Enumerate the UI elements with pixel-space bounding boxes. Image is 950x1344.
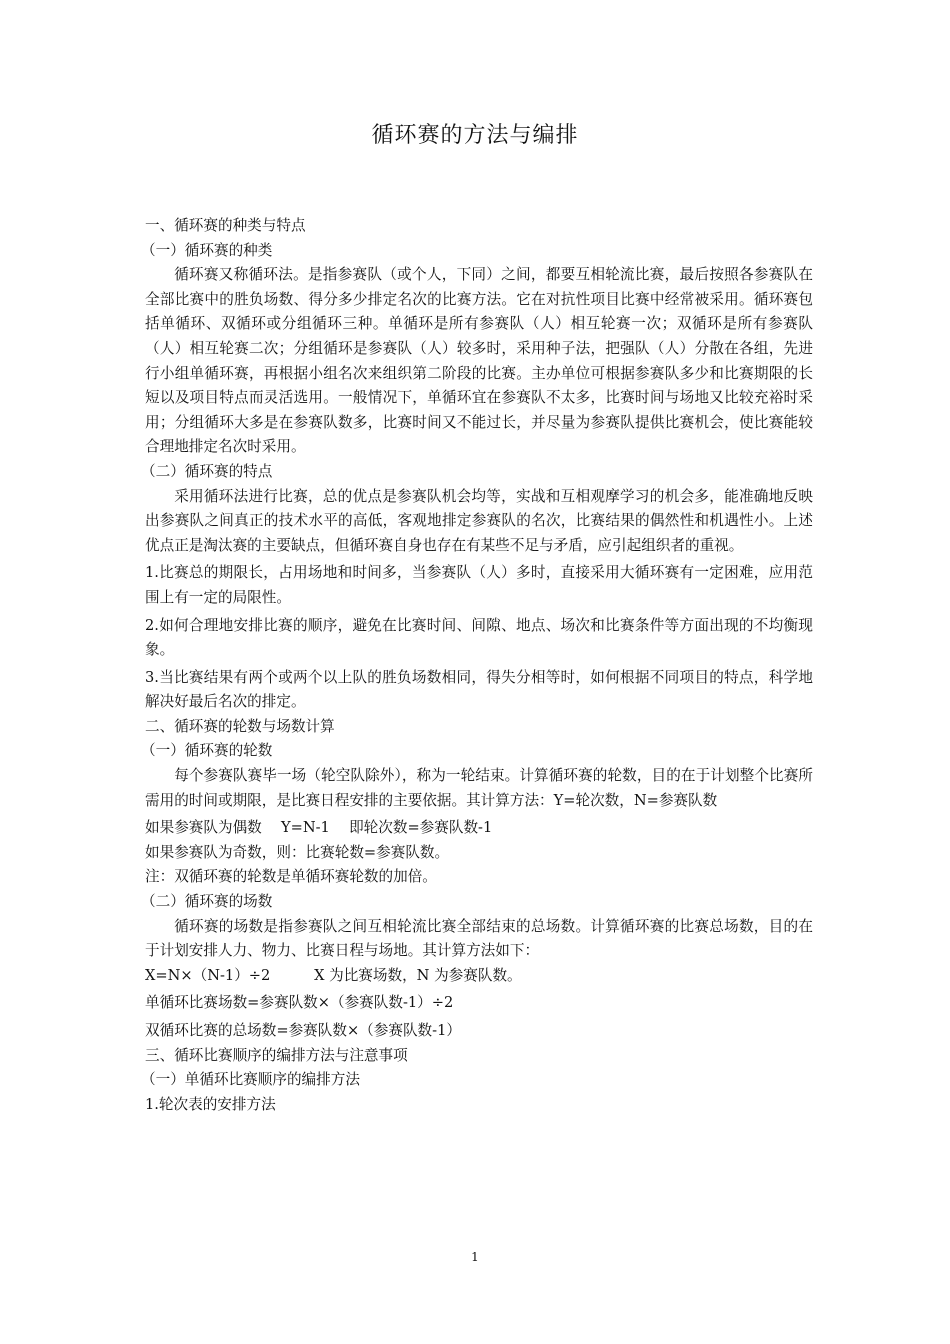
- heading-level2: （一）单循环比赛顺序的编排方法: [141, 1071, 360, 1089]
- formula-line: X=N×（N-1）÷2 X 为比赛场数，N 为参赛队数。: [145, 966, 522, 984]
- body-paragraph: 每个参赛队赛毕一场（轮空队除外），称为一轮结束。计算循环赛的轮数，目的在于计划整个比赛所需用的时间或期限，是比赛日程安排的主要依据。其计算方法：Y=轮次数，N=参赛队数: [145, 767, 813, 809]
- body-paragraph: 循环赛又称循环法。是指参赛队（或个人，下同）之间，都要互相轮流比赛，最后按照各参赛队在全部比赛中的胜负场数、得分多少排定名次的比赛方法。它在对抗性项目比赛中经常被采用。循环赛包括单循环、双循环或分组循环三种。单循环是所有参赛队（人）相互轮赛一次；双循环是所有参赛队（人）相互轮赛二次；分组循环是参赛队（人）较多时，采用种子法，把强队（人）分散在各组，先进行小组单循环赛，再根据小组名次来组织第二阶段的比赛。主办单位可根据参赛队多少和比赛期限的长短以及项目特点而灵活选用。一般情况下，单循环宜在参赛队不太多，比赛时间与场地又比较充裕时采用；分组循环大多是在参赛队数多，比赛时间又不能过长，并尽量为参赛队提供比赛机会，使比赛能较合理地排定名次时采用。: [145, 266, 813, 456]
- heading-level2: （一）循环赛的种类: [141, 241, 273, 259]
- note-line: 注：双循环赛的轮数是单循环赛轮数的加倍。: [145, 868, 437, 886]
- heading-level2: （一）循环赛的轮数: [141, 742, 273, 760]
- numbered-item: 1.轮次表的安排方法: [145, 1095, 276, 1113]
- heading-level1: 二、循环赛的轮数与场数计算: [145, 717, 335, 735]
- page-number: 1: [471, 1250, 479, 1264]
- formula-line: 单循环比赛场数=参赛队数×（参赛队数-1）÷2: [145, 994, 454, 1012]
- numbered-item: 1.比赛总的期限长，占用场地和时间多，当参赛队（人）多时，直接采用大循环赛有一定困难，应用范围上有一定的局限性。: [145, 564, 813, 606]
- heading-level1: 一、循环赛的种类与特点: [145, 217, 306, 234]
- numbered-item: 2.如何合理地安排比赛的顺序，避免在比赛时间、间隙、地点、场次和比赛条件等方面出现的不均衡现象。: [145, 616, 813, 659]
- numbered-item: 3.当比赛结果有两个或两个以上队的胜负场数相同，得失分相等时，如何根据不同项目的特点，科学地解决好最后名次的排定。: [145, 668, 813, 711]
- body-paragraph: 采用循环法进行比赛，总的优点是参赛队机会均等，实战和互相观摩学习的机会多，能准确地反映出参赛队之间真正的技术水平的高低，客观地排定参赛队的名次，比赛结果的偶然性和机遇性小。上述优点正是淘汰赛的主要缺点，但循环赛自身也存在有某些不足与矛盾，应引起组织者的重视。: [145, 487, 813, 554]
- body-line: 如果参赛队为奇数，则：比赛轮数=参赛队数。: [145, 843, 450, 861]
- heading-level2: （二）循环赛的场数: [141, 893, 273, 911]
- document-title: 循环赛的方法与编排: [371, 123, 579, 148]
- document-body: [141, 214, 813, 1117]
- heading-level1: 三、循环比赛顺序的编排方法与注意事项: [145, 1046, 408, 1064]
- body-paragraph: 循环赛的场数是指参赛队之间互相轮流比赛全部结束的总场数。计算循环赛的比赛总场数，目的在于计划安排人力、物力、比赛日程与场地。其计算方法如下：: [145, 917, 813, 960]
- formula-line: 双循环比赛的总场数=参赛队数×（参赛队数-1）: [145, 1022, 461, 1039]
- heading-level2: （二）循环赛的特点: [141, 462, 273, 480]
- formula-line: 如果参赛队为偶数 Y=N-1 即轮次数=参赛队数-1: [145, 819, 493, 837]
